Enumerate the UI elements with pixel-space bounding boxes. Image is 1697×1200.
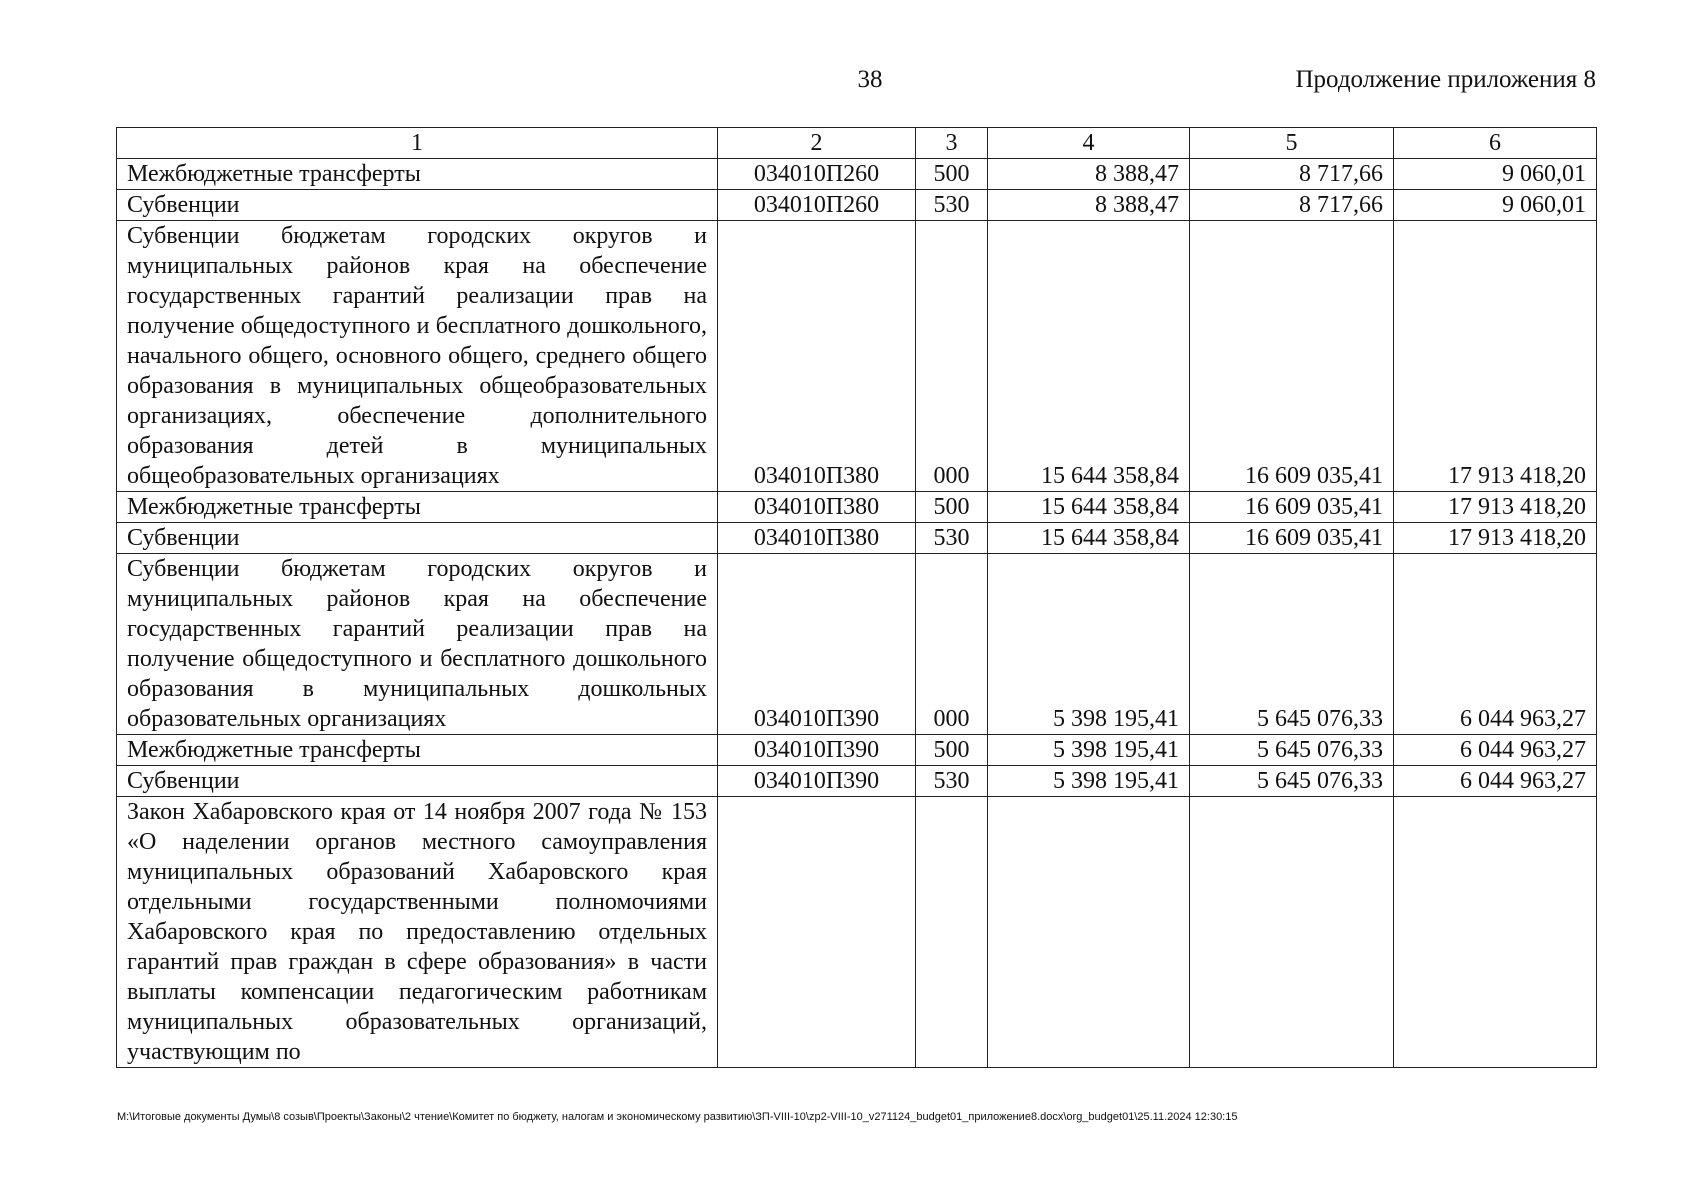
row-value-4 (988, 797, 1190, 1068)
row-name: Субвенции бюджетам городских округов и муниципальных районов края на обеспечение государственных гарантий реализации прав на получение общедоступного и бесплатного дошкольного, начального общего, основного общего, среднего общего образования в муниципальных общеобразовательных организациях, обеспечение дополнительного образования детей в муниципальных общеобразовательных организациях (117, 221, 718, 492)
table-row (117, 190, 1597, 221)
row-name: Межбюджетные трансферты (117, 492, 718, 523)
row-name: Субвенции (117, 523, 718, 554)
row-value-4: 15 644 358,84 (988, 221, 1190, 492)
row-value-4: 5 398 195,41 (988, 735, 1190, 766)
column-header-5: 5 (1190, 128, 1394, 159)
row-type: 530 (916, 766, 988, 797)
row-type: 000 (916, 221, 988, 492)
row-value-6 (1394, 797, 1597, 1068)
row-value-4: 5 398 195,41 (988, 554, 1190, 735)
row-name: Межбюджетные трансферты (117, 735, 718, 766)
row-value-5: 16 609 035,41 (1190, 523, 1394, 554)
table-header-row (117, 128, 1597, 159)
table-row (117, 492, 1597, 523)
row-value-6: 9 060,01 (1394, 159, 1597, 190)
row-value-6: 6 044 963,27 (1394, 766, 1597, 797)
row-value-5: 5 645 076,33 (1190, 554, 1394, 735)
row-type: 530 (916, 190, 988, 221)
table-row (117, 735, 1597, 766)
row-value-6: 6 044 963,27 (1394, 554, 1597, 735)
row-name: Закон Хабаровского края от 14 ноября 2007 года № 153 «О наделении органов местного самоуправления муниципальных образований Хабаровского края отдельными государственными полномочиями Хабаровского края по предоставлению отдельных гарантий прав граждан в сфере образования» в части выплаты компенсации педагогическим работникам муниципальных образовательных организаций, участвующим по (117, 797, 718, 1068)
row-code: 034010П390 (718, 766, 916, 797)
column-header-4: 4 (988, 128, 1190, 159)
row-code: 034010П380 (718, 492, 916, 523)
row-name: Субвенции (117, 190, 718, 221)
row-value-5: 16 609 035,41 (1190, 221, 1394, 492)
table-row (117, 523, 1597, 554)
page-number: 38 (857, 66, 883, 93)
budget-table (116, 127, 1597, 1068)
appendix-caption: Продолжение приложения 8 (1295, 66, 1596, 93)
row-value-4: 8 388,47 (988, 159, 1190, 190)
file-path-footer: M:\Итоговые документы Думы\8 созыв\Проекты\Законы\2 чтение\Комитет по бюджету, налогам и экономическому развитию\ЗП-VIII-10\zp2-VIII-10_v271124_budget01_приложение8.docx\org_budget01\25.11.2024 12:30:15 (117, 1111, 1238, 1123)
row-value-6: 17 913 418,20 (1394, 492, 1597, 523)
row-code (718, 797, 916, 1068)
row-value-5: 5 645 076,33 (1190, 735, 1394, 766)
row-value-5: 8 717,66 (1190, 159, 1394, 190)
row-value-6: 9 060,01 (1394, 190, 1597, 221)
row-code: 034010П260 (718, 159, 916, 190)
column-header-2: 2 (718, 128, 916, 159)
row-name: Субвенции (117, 766, 718, 797)
row-code: 034010П390 (718, 554, 916, 735)
column-header-3: 3 (916, 128, 988, 159)
row-value-5 (1190, 797, 1394, 1068)
column-header-1: 1 (117, 128, 718, 159)
row-type: 000 (916, 554, 988, 735)
row-value-6: 17 913 418,20 (1394, 221, 1597, 492)
row-value-6: 6 044 963,27 (1394, 735, 1597, 766)
row-code: 034010П380 (718, 221, 916, 492)
row-code: 034010П380 (718, 523, 916, 554)
row-type (916, 797, 988, 1068)
table-row (117, 159, 1597, 190)
table-row (117, 221, 1597, 492)
column-header-6: 6 (1394, 128, 1597, 159)
row-value-4: 15 644 358,84 (988, 523, 1190, 554)
row-type: 530 (916, 523, 988, 554)
row-value-6: 17 913 418,20 (1394, 523, 1597, 554)
row-value-4: 5 398 195,41 (988, 766, 1190, 797)
row-value-4: 8 388,47 (988, 190, 1190, 221)
row-value-5: 5 645 076,33 (1190, 766, 1394, 797)
row-name: Межбюджетные трансферты (117, 159, 718, 190)
table-row (117, 797, 1597, 1068)
row-value-5: 16 609 035,41 (1190, 492, 1394, 523)
row-type: 500 (916, 492, 988, 523)
row-code: 034010П260 (718, 190, 916, 221)
table-row (117, 554, 1597, 735)
row-name: Субвенции бюджетам городских округов и муниципальных районов края на обеспечение государственных гарантий реализации прав на получение общедоступного и бесплатного дошкольного образования в муниципальных дошкольных образовательных организациях (117, 554, 718, 735)
row-value-4: 15 644 358,84 (988, 492, 1190, 523)
table-row (117, 766, 1597, 797)
row-type: 500 (916, 735, 988, 766)
row-type: 500 (916, 159, 988, 190)
row-value-5: 8 717,66 (1190, 190, 1394, 221)
row-code: 034010П390 (718, 735, 916, 766)
